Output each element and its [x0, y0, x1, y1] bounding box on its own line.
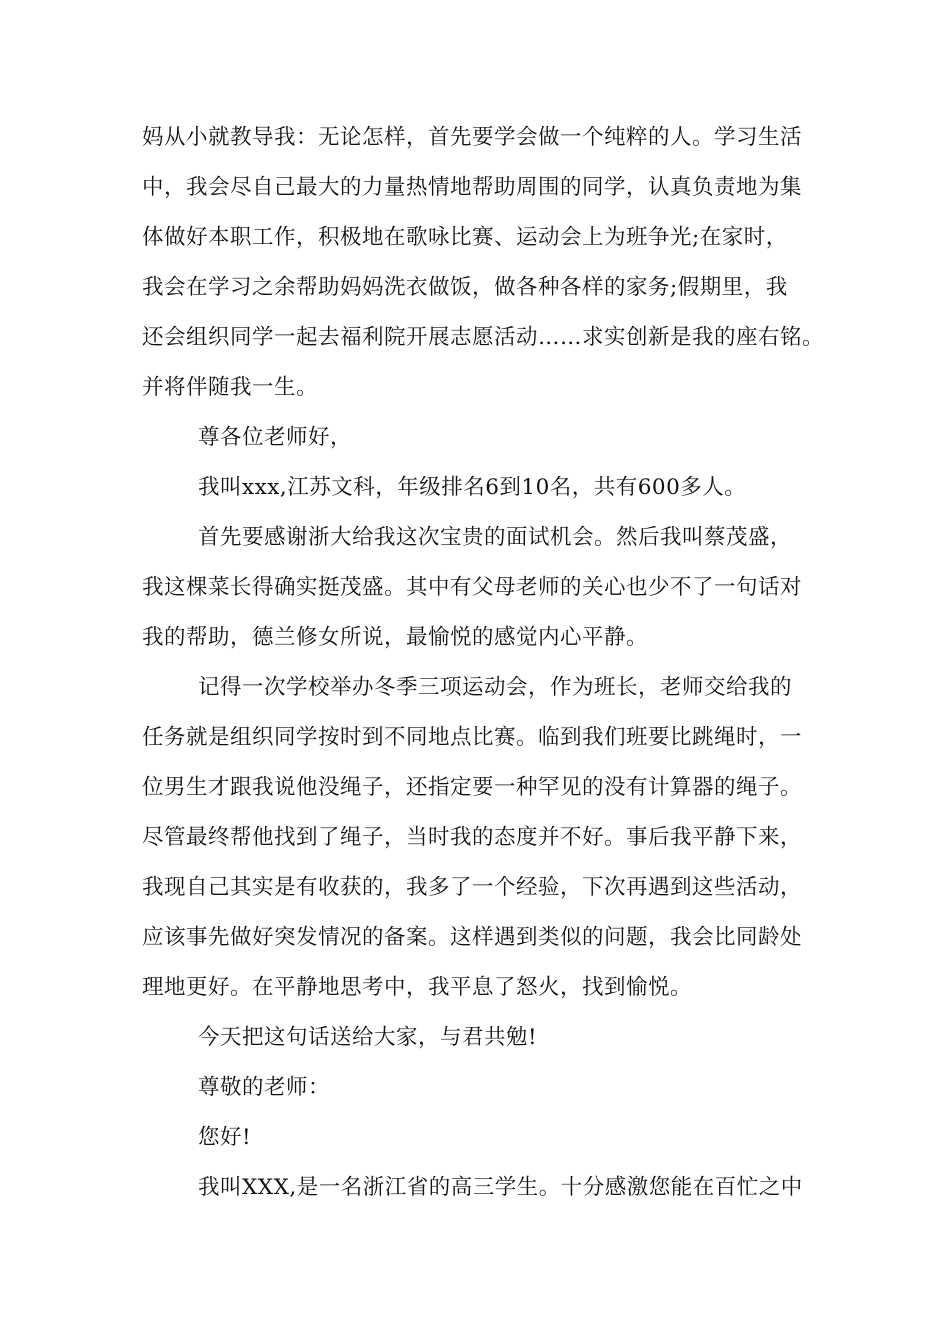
- greeting-line: 您好!: [198, 1125, 252, 1150]
- body-text-line: 今天把这句话送给大家，与君共勉!: [198, 1025, 538, 1050]
- body-text-line: 还会组织同学一起去福利院开展志愿活动……求实创新是我的座右铭。: [142, 325, 825, 350]
- body-text-line: 尽管最终帮他找到了绳子，当时我的态度并不好。事后我平静下来，: [142, 825, 803, 850]
- greeting-line: 尊各位老师好，: [198, 425, 353, 450]
- body-text-line: 记得一次学校举办冬季三项运动会，作为班长，老师交给我的: [198, 675, 793, 700]
- body-text-line: 我叫xxx,江苏文科，年级排名6到10名，共有600多人。: [198, 475, 747, 500]
- body-text-line: 我叫XXX,是一名浙江省的高三学生。十分感激您能在百忙之中: [198, 1175, 803, 1200]
- body-text-line: 并将伴随我一生。: [142, 375, 319, 400]
- greeting-line: 尊敬的老师：: [198, 1075, 331, 1100]
- body-text-line: 任务就是组织同学按时到不同地点比赛。临到我们班要比跳绳时，一: [142, 725, 803, 750]
- body-text-line: 中，我会尽自己最大的力量热情地帮助周围的同学，认真负责地为集: [142, 175, 803, 200]
- body-text-line: 我现自己其实是有收获的，我多了一个经验，下次再遇到这些活动，: [142, 875, 803, 900]
- body-text-line: 位男生才跟我说他没绳子，还指定要一种罕见的没有计算器的绳子。: [142, 775, 803, 800]
- body-text-line: 我这棵菜长得确实挺茂盛。其中有父母老师的关心也少不了一句话对: [142, 575, 803, 600]
- body-text-line: 首先要感谢浙大给我这次宝贵的面试机会。然后我叫蔡茂盛，: [198, 525, 793, 550]
- body-text-line: 体做好本职工作，积极地在歌咏比赛、运动会上为班争光;在家时，: [142, 225, 788, 250]
- body-text-line: 妈从小就教导我：无论怎样，首先要学会做一个纯粹的人。学习生活: [142, 125, 803, 150]
- body-text-line: 我会在学习之余帮助妈妈洗衣做饭，做各种各样的家务;假期里，我: [142, 275, 788, 300]
- body-text-line: 理地更好。在平静地思考中，我平息了怒火，找到愉悦。: [142, 975, 693, 1000]
- body-text-line: 我的帮助，德兰修女所说，最愉悦的感觉内心平静。: [142, 625, 649, 650]
- body-text-line: 应该事先做好突发情况的备案。这样遇到类似的问题，我会比同龄处: [142, 925, 803, 950]
